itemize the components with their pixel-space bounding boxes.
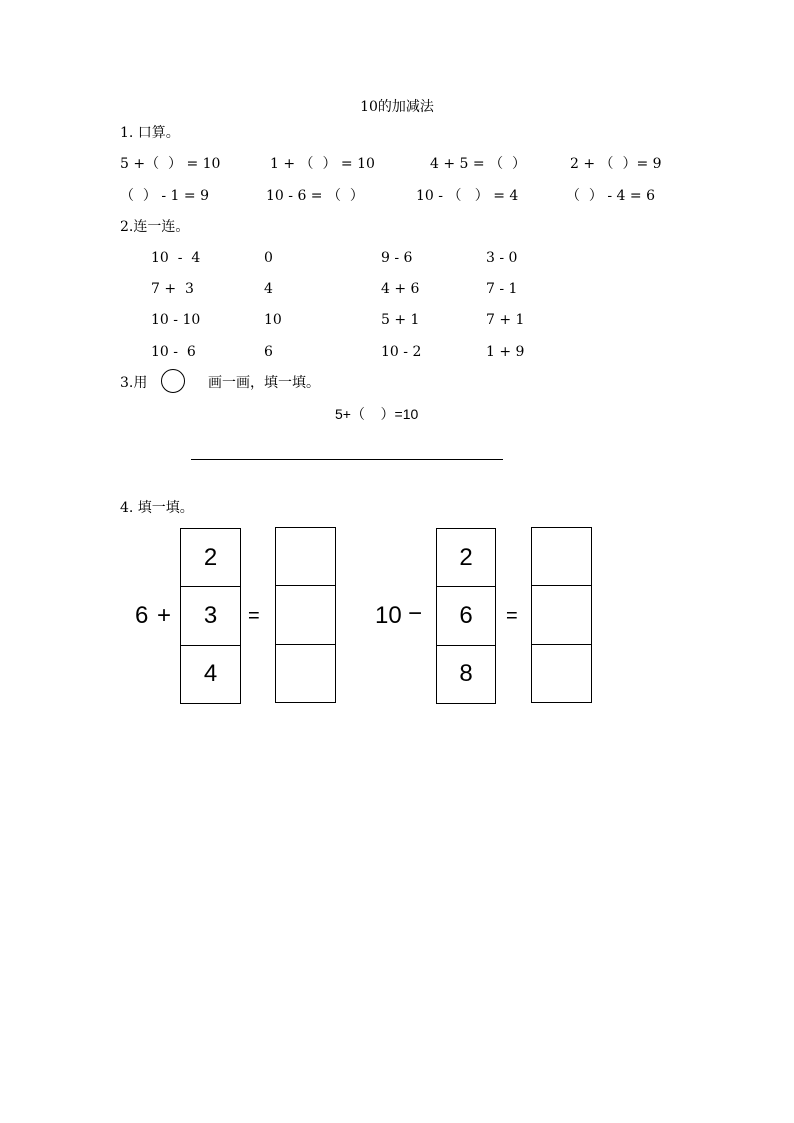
answer-box[interactable] <box>532 528 591 585</box>
circle-icon <box>161 369 185 393</box>
match-number: 4 <box>264 281 273 297</box>
worksheet-title: 10的加减法 <box>360 99 434 115</box>
right-equals: = <box>506 605 518 627</box>
match-expression: 7 + 3 <box>151 281 194 297</box>
mental-math-item: 4 + 5 = （ ） <box>430 156 526 172</box>
section4-heading: 4. 填一填。 <box>120 500 194 516</box>
right-operator: − <box>408 600 423 627</box>
match-number: 6 <box>264 344 273 360</box>
section3-equation: 5+（ ）=10 <box>335 406 419 422</box>
stack-cell: 3 <box>181 586 240 644</box>
left-equals: = <box>248 605 260 627</box>
stack-cell: 8 <box>437 645 495 703</box>
match-expression: 7 + 1 <box>486 312 525 328</box>
mental-math-item: （ ） - 1 = 9 <box>120 188 209 204</box>
stack-cell: 2 <box>203 543 218 571</box>
mental-math-item: （ ） - 4 = 6 <box>566 188 655 204</box>
mental-math-item: 10 - （ ） = 4 <box>416 188 519 204</box>
mental-math-item: 10 - 6 = （ ） <box>266 188 364 204</box>
mental-math-item: 1 + （ ） = 10 <box>270 156 375 172</box>
section3-heading-prefix: 3.用 <box>120 375 148 391</box>
stack-cell: 6 <box>437 586 495 644</box>
section1-heading: 1. 口算。 <box>120 125 180 141</box>
match-expression: 4 + 6 <box>381 281 420 297</box>
answer-box[interactable] <box>532 585 591 643</box>
right-number-stack <box>436 528 496 704</box>
left-number-stack <box>180 528 241 704</box>
answer-box[interactable] <box>532 644 591 702</box>
match-expression: 10 - 6 <box>151 344 196 360</box>
left-operand: 6 <box>135 602 149 629</box>
mental-math-item: 2 + （ ）= 9 <box>570 156 662 172</box>
mental-math-item: 5 +（ ） = 10 <box>120 156 221 172</box>
match-expression: 3 - 0 <box>486 250 518 266</box>
match-number: 10 <box>264 312 282 328</box>
answer-box[interactable] <box>276 644 335 702</box>
answer-box[interactable] <box>276 585 335 643</box>
match-expression: 1 + 9 <box>486 344 525 360</box>
left-operator: + <box>157 602 172 629</box>
section3-heading-suffix: 画一画，填一填。 <box>208 375 320 391</box>
match-expression: 5 + 1 <box>381 312 420 328</box>
answer-box[interactable] <box>276 528 335 585</box>
answer-line <box>191 459 503 460</box>
stack-cell: 4 <box>181 645 240 703</box>
match-expression: 10 - 2 <box>381 344 422 360</box>
match-expression: 10 - 10 <box>151 312 201 328</box>
left-answer-stack <box>275 527 336 703</box>
section2-heading: 2.连一连。 <box>120 219 190 235</box>
right-operand: 10 <box>375 602 402 629</box>
stack-cell: 2 <box>459 543 473 571</box>
match-expression: 10 - 4 <box>151 250 201 266</box>
match-expression: 7 - 1 <box>486 281 518 297</box>
right-answer-stack <box>531 527 592 703</box>
match-expression: 9 - 6 <box>381 250 413 266</box>
match-number: 0 <box>264 250 273 266</box>
